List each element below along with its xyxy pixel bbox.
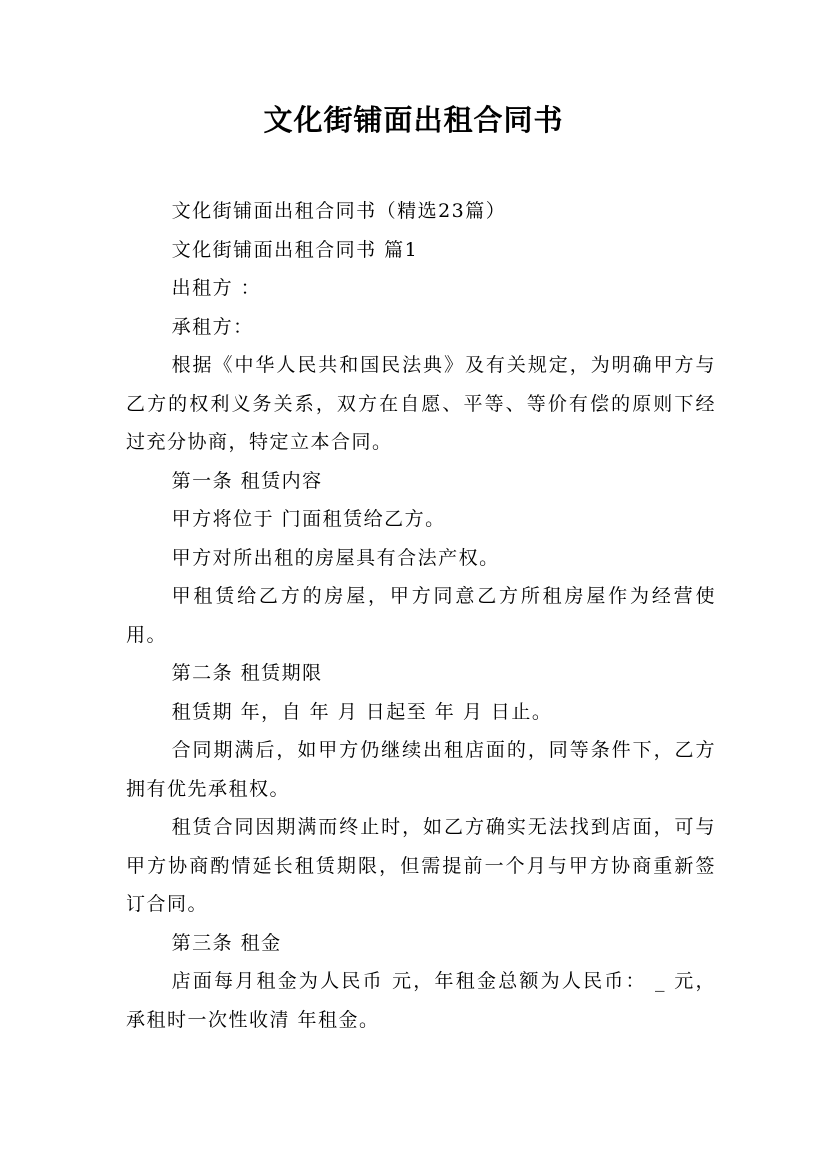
- paragraph-lessee: 承租方：: [171, 315, 254, 338]
- paragraph-lessor: 出租方 ：: [171, 277, 262, 299]
- article-2-clause-1: 租赁期 年，自 年 月 日起至 年 月 日止。: [171, 700, 553, 723]
- article-1-heading: 第一条 租赁内容: [171, 469, 323, 492]
- article-3-heading: 第三条 租金: [171, 931, 282, 954]
- document-title: 文化街铺面出租合同书: [263, 103, 564, 137]
- article-1-clause-3: 甲租赁给乙方的房屋，甲方同意乙方所租房屋作为经营使用。: [126, 585, 716, 646]
- paragraph-subtitle: 文化街铺面出租合同书（精选23篇）: [171, 200, 507, 222]
- article-1-clause-2: 甲方对所出租的房屋具有合法产权。: [171, 546, 500, 569]
- document-body: [126, 192, 716, 1039]
- article-2-clause-3: 租赁合同因期满而终止时，如乙方确实无法找到店面，可与甲方协商酌情延长租赁期限，但需提前一个月与甲方协商重新签订合同。: [126, 816, 716, 915]
- paragraph-section-heading: 文化街铺面出租合同书 篇1: [171, 238, 419, 261]
- paragraph-preamble: 根据《中华人民共和国民法典》及有关规定，为明确甲方与乙方的权利义务关系，双方在自愿、平等、等价有偿的原则下经过充分协商，特定立本合同。: [126, 354, 716, 453]
- article-1-clause-1: 甲方将位于 门面租赁给乙方。: [171, 508, 446, 530]
- article-2-heading: 第二条 租赁期限: [171, 662, 323, 684]
- article-3-clause-1: 店面每月租金为人民币 元，年租金总额为人民币： _ 元，承租时一次性收清 年租金。: [126, 970, 716, 1031]
- article-2-clause-2: 合同期满后，如甲方仍继续出租店面的，同等条件下，乙方拥有优先承租权。: [126, 739, 716, 800]
